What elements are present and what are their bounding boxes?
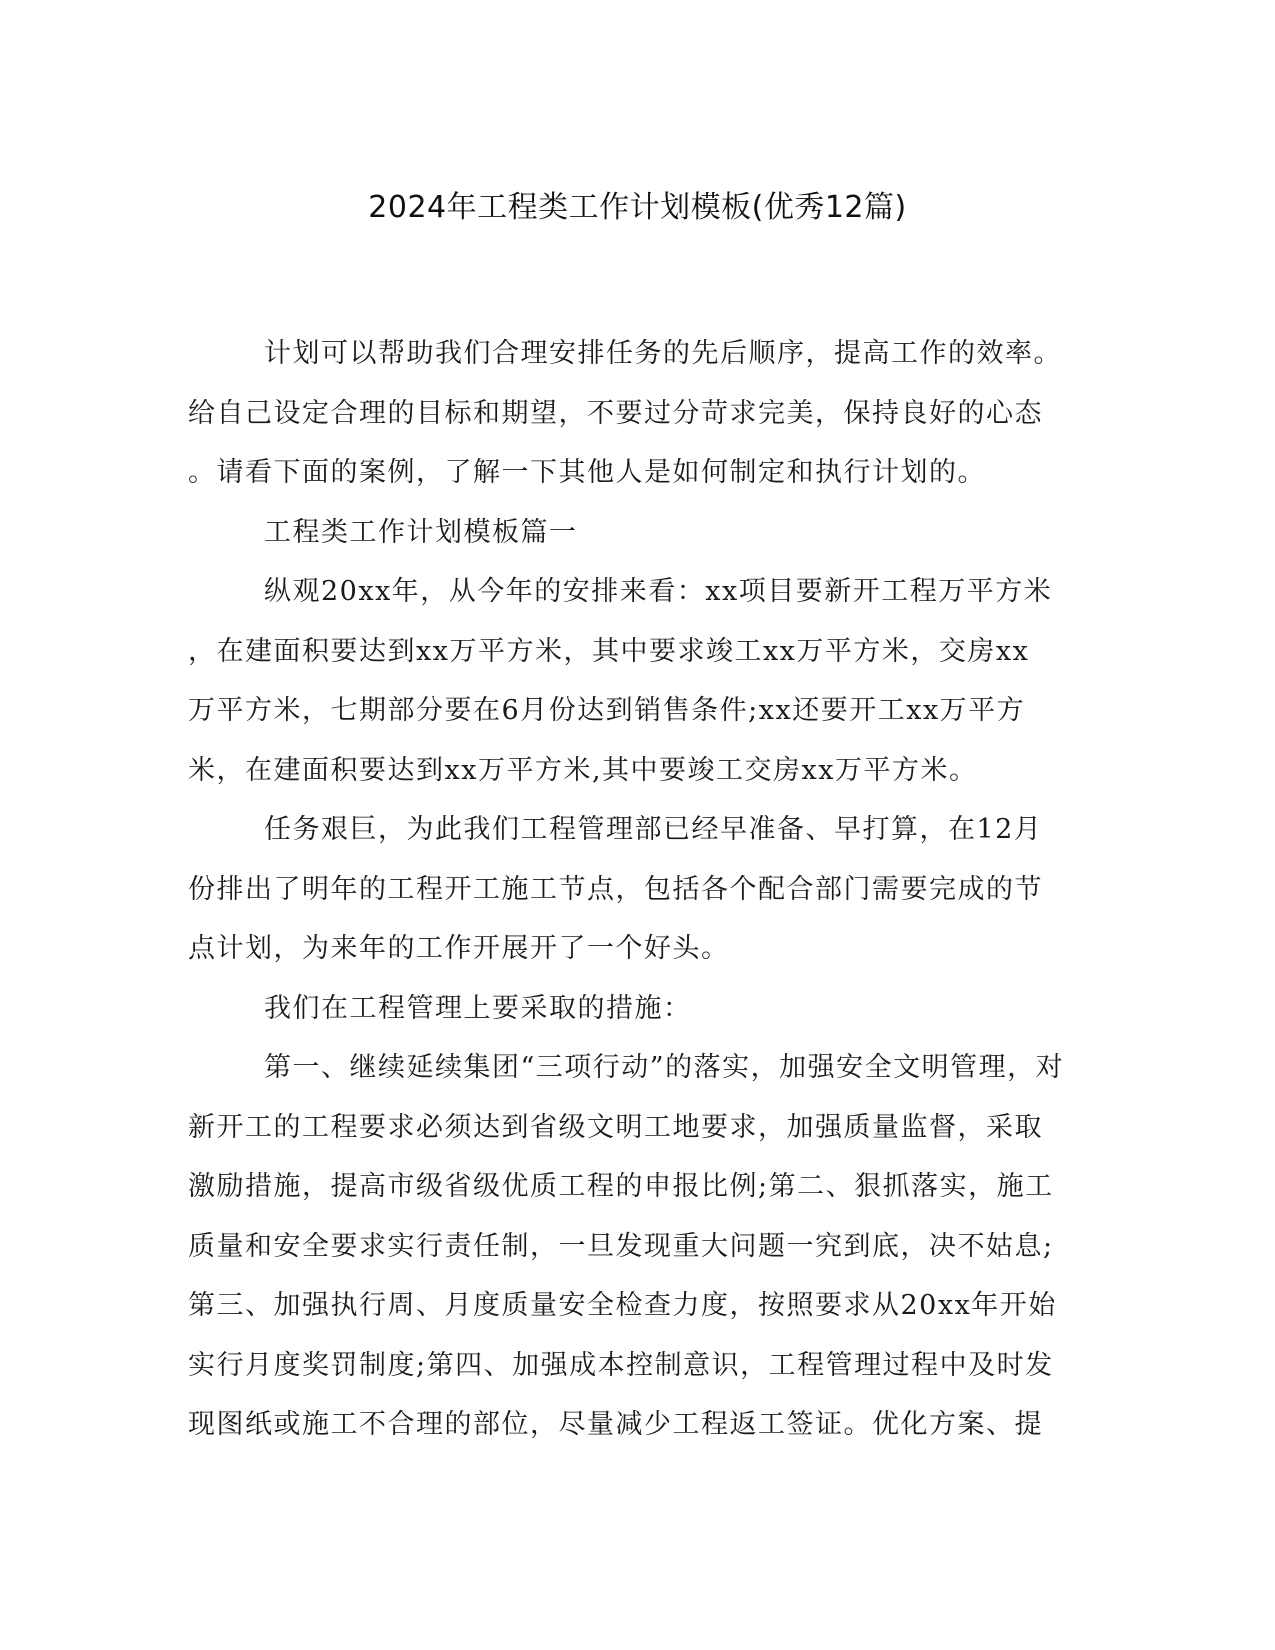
body-line: 第一、继续延续集团“三项行动”的落实，加强安全文明管理，对	[264, 1052, 1065, 1083]
body-line: 计划可以帮助我们合理安排任务的先后顺序，提高工作的效率。	[264, 338, 1062, 369]
body-line: 新开工的工程要求必须达到省级文明工地要求，加强质量监督，采取	[188, 1111, 1043, 1143]
body-line: 万平方米，七期部分要在6月份达到销售条件;xx还要开工xx万平方	[188, 695, 1026, 726]
body-line: 。请看下面的案例，了解一下其他人是如何制定和执行计划的。	[188, 457, 986, 488]
body-line: 现图纸或施工不合理的部位，尽量减少工程返工签证。优化方案、提	[188, 1409, 1043, 1440]
body-line: ，在建面积要达到xx万平方米，其中要求竣工xx万平方米，交房xx	[188, 635, 1030, 667]
body-line: 点计划，为来年的工作开展开了一个好头。	[188, 933, 730, 964]
body-line: 我们在工程管理上要采取的措施：	[264, 992, 692, 1024]
body-line: 给自己设定合理的目标和期望，不要过分苛求完美，保持良好的心态	[188, 397, 1043, 429]
document-body	[188, 324, 1068, 1455]
document-title: 2024年工程类工作计划模板(优秀12篇)	[368, 190, 907, 225]
body-line: 激励措施，提高市级省级优质工程的申报比例;第二、狠抓落实，施工	[188, 1171, 1054, 1202]
body-line: 实行月度奖罚制度;第四、加强成本控制意识，工程管理过程中及时发	[188, 1349, 1054, 1381]
body-line: 质量和安全要求实行责任制，一旦发现重大问题一究到底，决不姑息;	[188, 1230, 1054, 1262]
body-line: 第三、加强执行周、月度质量安全检查力度，按照要求从20xx年开始	[188, 1290, 1057, 1321]
body-line: 份排出了明年的工程开工施工节点，包括各个配合部门需要完成的节	[188, 873, 1043, 905]
body-line: 纵观20xx年，从今年的安排来看：xx项目要新开工程万平方米	[264, 576, 1053, 607]
body-line: 米，在建面积要达到xx万平方米,其中要竣工交房xx万平方米。	[188, 754, 978, 786]
body-line: 任务艰巨，为此我们工程管理部已经早准备、早打算，在12月	[264, 814, 1043, 845]
body-line: 工程类工作计划模板篇一	[264, 516, 578, 548]
